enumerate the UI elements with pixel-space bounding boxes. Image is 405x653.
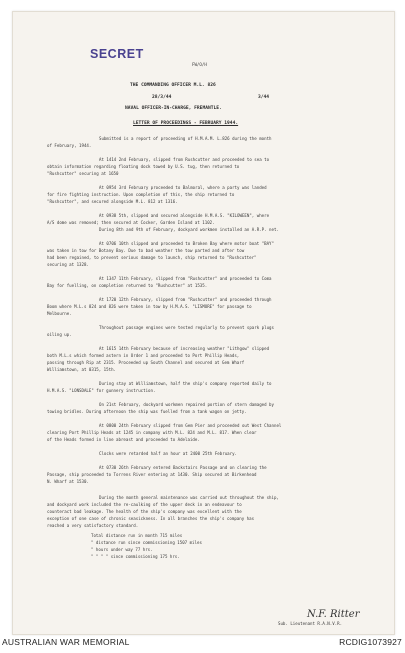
letter-number: 3/44 — [258, 95, 270, 100]
classification-stamp: SECRET — [90, 47, 144, 61]
body-line: At 0954 3rd February proceeded to Balmoral, where a party was landed — [99, 185, 267, 190]
body-line: had been regained, to prevent serious damage to launch, ship returned to "Rushcutter" — [47, 255, 257, 260]
body-line: Clocks were retarded half an hour at 2400 25th February. — [99, 451, 238, 456]
body-line: counteract bad leakage. The health of the ship's company was excellent with the — [47, 509, 242, 514]
body-line: At 1414 2nd February, slipped from Rushcutter and proceeded to sea to — [99, 157, 270, 162]
body-line: was taken in tow for Botany Bay. Due to bad weather the tow parted and after tow — [47, 248, 245, 253]
body-line: At 1720 12th February, slipped from "Rushcutter" and proceeded through — [99, 297, 272, 302]
body-line: Boom where M.L.s 824 and 826 were taken in tow by H.M.A.S. "LISMORE" for passage to — [47, 304, 252, 309]
body-line: At 0730 26th February entered Backstairs Passage and on clearing the — [99, 465, 267, 470]
body-line: of the Heads formed in line abreast and proceeded to Adelaide. — [47, 437, 200, 442]
body-line: At 0938 5th, slipped and secured alongside H.M.A.S. "KILOWEEN", where — [99, 213, 270, 218]
body-line: N. Wharf at 1530. — [47, 479, 89, 484]
reference-code: FW/O/H — [192, 62, 207, 67]
body-line: towing bridles. During afternoon the ship was fuelled from a tank wagon on jetty. — [47, 409, 247, 414]
body-line: for fire fighting instruction. Upon completion of this, the ship returned to — [47, 192, 235, 197]
body-line: At 1347 11th February, slipped from "Rushcutter" and proceeded to Coma — [99, 276, 272, 281]
archive-footer-left: AUSTRALIAN WAR MEMORIAL — [2, 637, 130, 647]
body-line: reached a very satisfactory standard. — [47, 523, 139, 528]
body-line: H.M.A.S. "LONSDALE" for gunnery instruction. — [47, 388, 156, 393]
body-line: "Rushcutter", and secured alongside M.L. 812 at 1316. — [47, 199, 178, 204]
body-line: and dockyard work included the re-caulking of the upper deck in an endeavour to — [47, 502, 242, 507]
body-line: oiling up. — [47, 332, 72, 337]
body-line: Submitted is a report of proceeding of H.M.A.M. L.826 during the month — [99, 136, 272, 141]
letter-subject: LETTER OF PROCEEDINGS - FEBRUARY 1944. — [133, 121, 239, 126]
body-line: of February, 1944. — [47, 143, 92, 148]
body-line: exception of one case of chronic seasickness. In all branches the ship's company has — [47, 516, 255, 521]
body-line: During the month general maintenance was carried out throughout the ship, — [99, 495, 279, 500]
body-line: obtain information regarding floating dock towed by U.S. tug, then returned to — [47, 164, 240, 169]
handwritten-signature: N.F. Ritter — [307, 609, 360, 620]
body-line: Bay for fuelling, on completion returned to "Rushcutter" at 1535. — [47, 283, 208, 288]
body-line: During stay at Williamstown, half the ship's company reported daily to — [99, 381, 272, 386]
body-line: Throughout passage engines were tested regularly to prevent spark plugs — [99, 325, 274, 330]
body-line: At 1615 14th February because of increasing weather "Lithgow" slipped — [99, 346, 270, 351]
document-page — [12, 11, 395, 635]
body-line: At 0706 10th slipped and proceeded to Broken Bay where motor boat "BAY" — [99, 241, 274, 246]
statistics-line: Total distance run in month 715 miles — [91, 533, 183, 538]
body-line: Passage, ship proceeded to Torrens River entering at 1430. Ship secured at Birkenhead — [47, 472, 257, 477]
body-line: both M.L.s which formed astern in Order 1 and proceeded to Port Phillip Heads, — [47, 353, 240, 358]
body-line: clearing Port Phillip Heads at 1245 in company with M.L. 824 and M.L. 817. When clear — [47, 430, 257, 435]
letter-date: 28/3/44 — [152, 95, 172, 100]
body-line: At 0800 24th February slipped from Gem Pier and proceeded out West Channel — [99, 423, 282, 428]
body-line: "Rushcutter" securing at 1650 — [47, 171, 119, 176]
addressee: THE COMMANDING OFFICER M.L. 826 — [130, 83, 216, 88]
statistics-line: " distance run since commissioning 1507 miles — [91, 540, 202, 545]
body-line: During 8th and 9th of February, dockyard workmen installed an A.R.P. net. — [99, 227, 279, 232]
body-line: securing at 1328. — [47, 262, 89, 267]
body-line: Williamstown, at 0315, 15th. — [47, 367, 117, 372]
body-line: passing through Rip at 2315. Proceeded up South Channel and secured at Gem Wharf — [47, 360, 245, 365]
body-line: On 21st February, dockyard workmen repaired portion of stern damaged by — [99, 402, 274, 407]
body-line: Melbourne. — [47, 311, 72, 316]
originator: NAVAL OFFICER-IN-CHARGE, FREMANTLE. — [125, 106, 222, 111]
archive-footer-right: RCDIG1073927 — [339, 637, 402, 647]
signatory-title: Sub. Lieutenant R.A.N.V.R. — [278, 621, 343, 626]
statistics-line: " " " " since commissioning 175 hrs. — [91, 554, 180, 559]
body-line: A/S dome was removed; then secured at Cocker, Garden Island at 1102. — [47, 220, 215, 225]
statistics-line: " hours under way 77 hrs. — [91, 547, 153, 552]
